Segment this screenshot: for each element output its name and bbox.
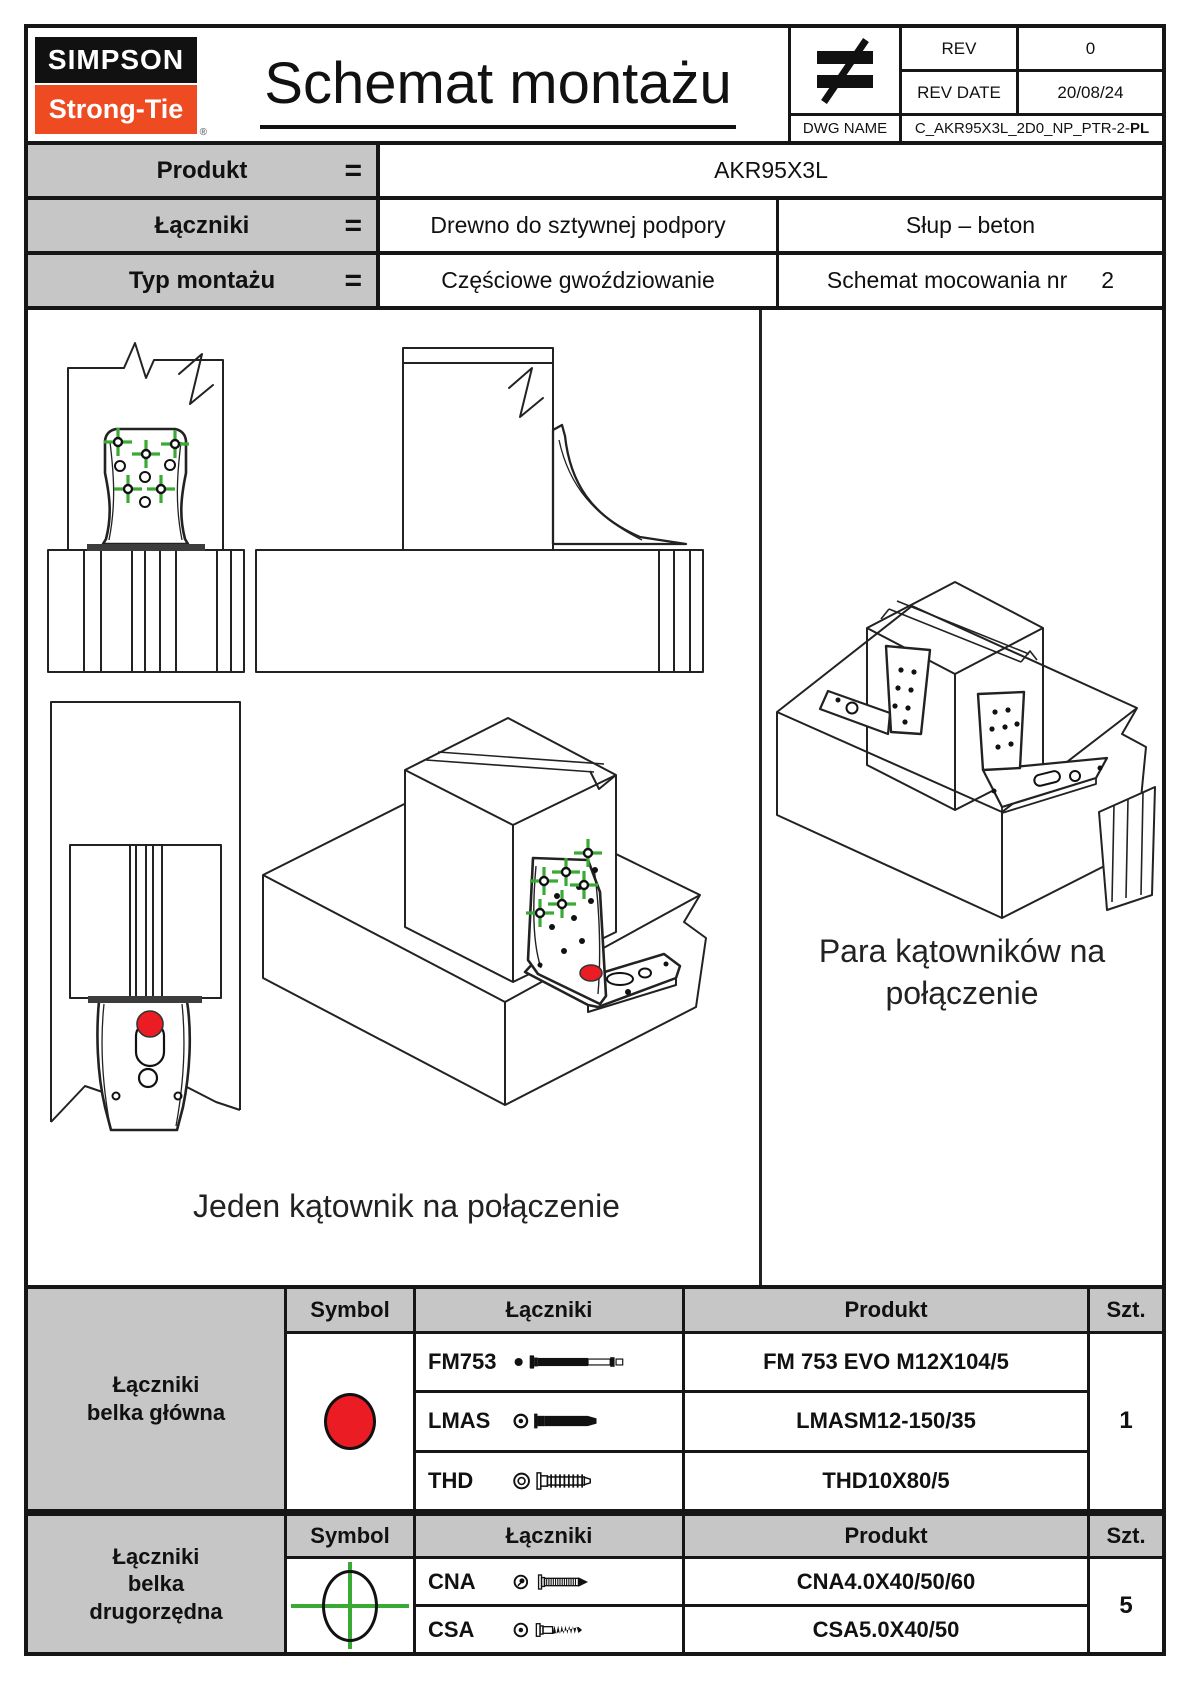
fastener-code: CNA [428, 1568, 476, 1594]
dwg-name-label: DWG NAME [791, 116, 899, 141]
pair-bracket-drawing [762, 310, 1159, 1285]
fastener-row-cna [416, 1559, 682, 1604]
fastener-type-value: Drewno do sztywnej podpory [380, 200, 779, 251]
sheet-frame [24, 24, 1166, 1656]
col-header-symbol: Symbol [287, 1516, 413, 1556]
product-csa: CSA5.0X40/50 [685, 1607, 1087, 1652]
page-title: Schemat montażu [198, 50, 798, 129]
col-header-product: Produkt [685, 1289, 1087, 1331]
info-row-fasteners [28, 200, 1162, 255]
ring-shank-nail-icon [512, 1564, 667, 1600]
green-crosshair-circle-icon [287, 1559, 413, 1652]
single-bracket-drawing [28, 310, 759, 1285]
fastener-row-fm753 [416, 1334, 682, 1390]
product-thd: THD10X80/5 [685, 1453, 1087, 1509]
rev-date-label: REV DATE [902, 72, 1016, 113]
info-row-product [28, 145, 1162, 200]
product-value: AKR95X3L [714, 157, 828, 183]
iso-view [263, 718, 706, 1105]
fastener-code: CSA [428, 1616, 475, 1642]
product-info-table [28, 145, 1162, 310]
rev-label: REV [902, 28, 1016, 69]
title-block [28, 28, 1162, 145]
logo-strongtie-text: Strong-Tie [48, 94, 184, 124]
equals-sign: = [344, 153, 362, 187]
threaded-rod-bolt-icon [512, 1344, 667, 1380]
col-header-symbol: Symbol [287, 1289, 413, 1331]
fastener-row-csa [416, 1607, 682, 1652]
pair-bracket-panel [762, 310, 1162, 1285]
red-anchor-marker [580, 965, 602, 981]
drawing-area [28, 310, 1162, 1285]
caption-single-bracket: Jeden kątownik na połączenie [193, 1188, 620, 1224]
product-fm753: FM 753 EVO M12X104/5 [685, 1334, 1087, 1390]
logo-simpson: SIMPSON [35, 37, 197, 83]
fastener-code: THD [428, 1467, 474, 1493]
fastener-row-lmas [416, 1393, 682, 1449]
fastener-code: LMAS [428, 1408, 491, 1434]
scheme-number: 2 [1101, 267, 1115, 293]
logo-strongtie [35, 85, 207, 138]
equals-sign: = [344, 263, 362, 297]
fastener-table-secondary-beam [28, 1512, 1162, 1652]
col-header-qty: Szt. [1090, 1516, 1162, 1556]
col-header-fasteners: Łączniki [416, 1289, 682, 1331]
group-label-secondary-beam: Łączniki belka drugorzędna [28, 1516, 284, 1652]
fastener-code: FM753 [428, 1349, 497, 1375]
fastener-row-thd [416, 1453, 682, 1509]
dwg-name-value: C_AKR95X3L_2D0_NP_PTR-2- PL [902, 116, 1162, 141]
support-type-value: Słup – beton [905, 212, 1036, 238]
info-label: Typ montażu = [28, 255, 380, 306]
projection-symbol-cell [791, 28, 899, 113]
wedge-anchor-icon [512, 1403, 667, 1439]
group-label-main-beam: Łączniki belka główna [28, 1289, 284, 1509]
col-header-fasteners: Łączniki [416, 1516, 682, 1556]
caption-pair-brackets: Para kątowników na połączenie [818, 933, 1106, 1012]
symbol-cell-secondary [287, 1559, 413, 1652]
qty-secondary: 5 [1090, 1559, 1162, 1652]
red-filled-circle-icon [324, 1393, 376, 1450]
wood-screw-icon [512, 1612, 667, 1648]
single-bracket-panel [28, 310, 762, 1285]
rev-value: 0 [1019, 28, 1162, 69]
product-cna: CNA4.0X40/50/60 [685, 1559, 1087, 1604]
col-header-product: Produkt [685, 1516, 1087, 1556]
symbol-cell-main [287, 1334, 413, 1509]
dwg-name-suffix: PL [1129, 120, 1150, 137]
scheme-number-value: Schemat mocowania nr 2 [826, 267, 1115, 293]
col-header-qty: Szt. [1090, 1289, 1162, 1331]
mount-type-value: Częściowe gwoździowanie [380, 255, 779, 306]
equals-sign: = [344, 208, 362, 242]
fastener-table-main-beam [28, 1285, 1162, 1512]
revision-table [788, 28, 1162, 141]
concrete-screw-icon [512, 1463, 667, 1499]
rev-date-value: 20/08/24 [1019, 72, 1162, 113]
qty-main: 1 [1090, 1334, 1162, 1509]
side-view-bracket [553, 425, 686, 544]
not-equal-icon [807, 36, 883, 106]
info-label: Łączniki = [28, 200, 380, 251]
info-label: Produkt = [28, 145, 380, 196]
simpson-strongtie-logo [35, 37, 207, 138]
registered-mark: ® [199, 127, 207, 138]
red-anchor-marker [137, 1011, 163, 1037]
product-lmas: LMASM12-150/35 [685, 1393, 1087, 1449]
info-row-mount-type [28, 255, 1162, 310]
side-view [256, 348, 703, 672]
